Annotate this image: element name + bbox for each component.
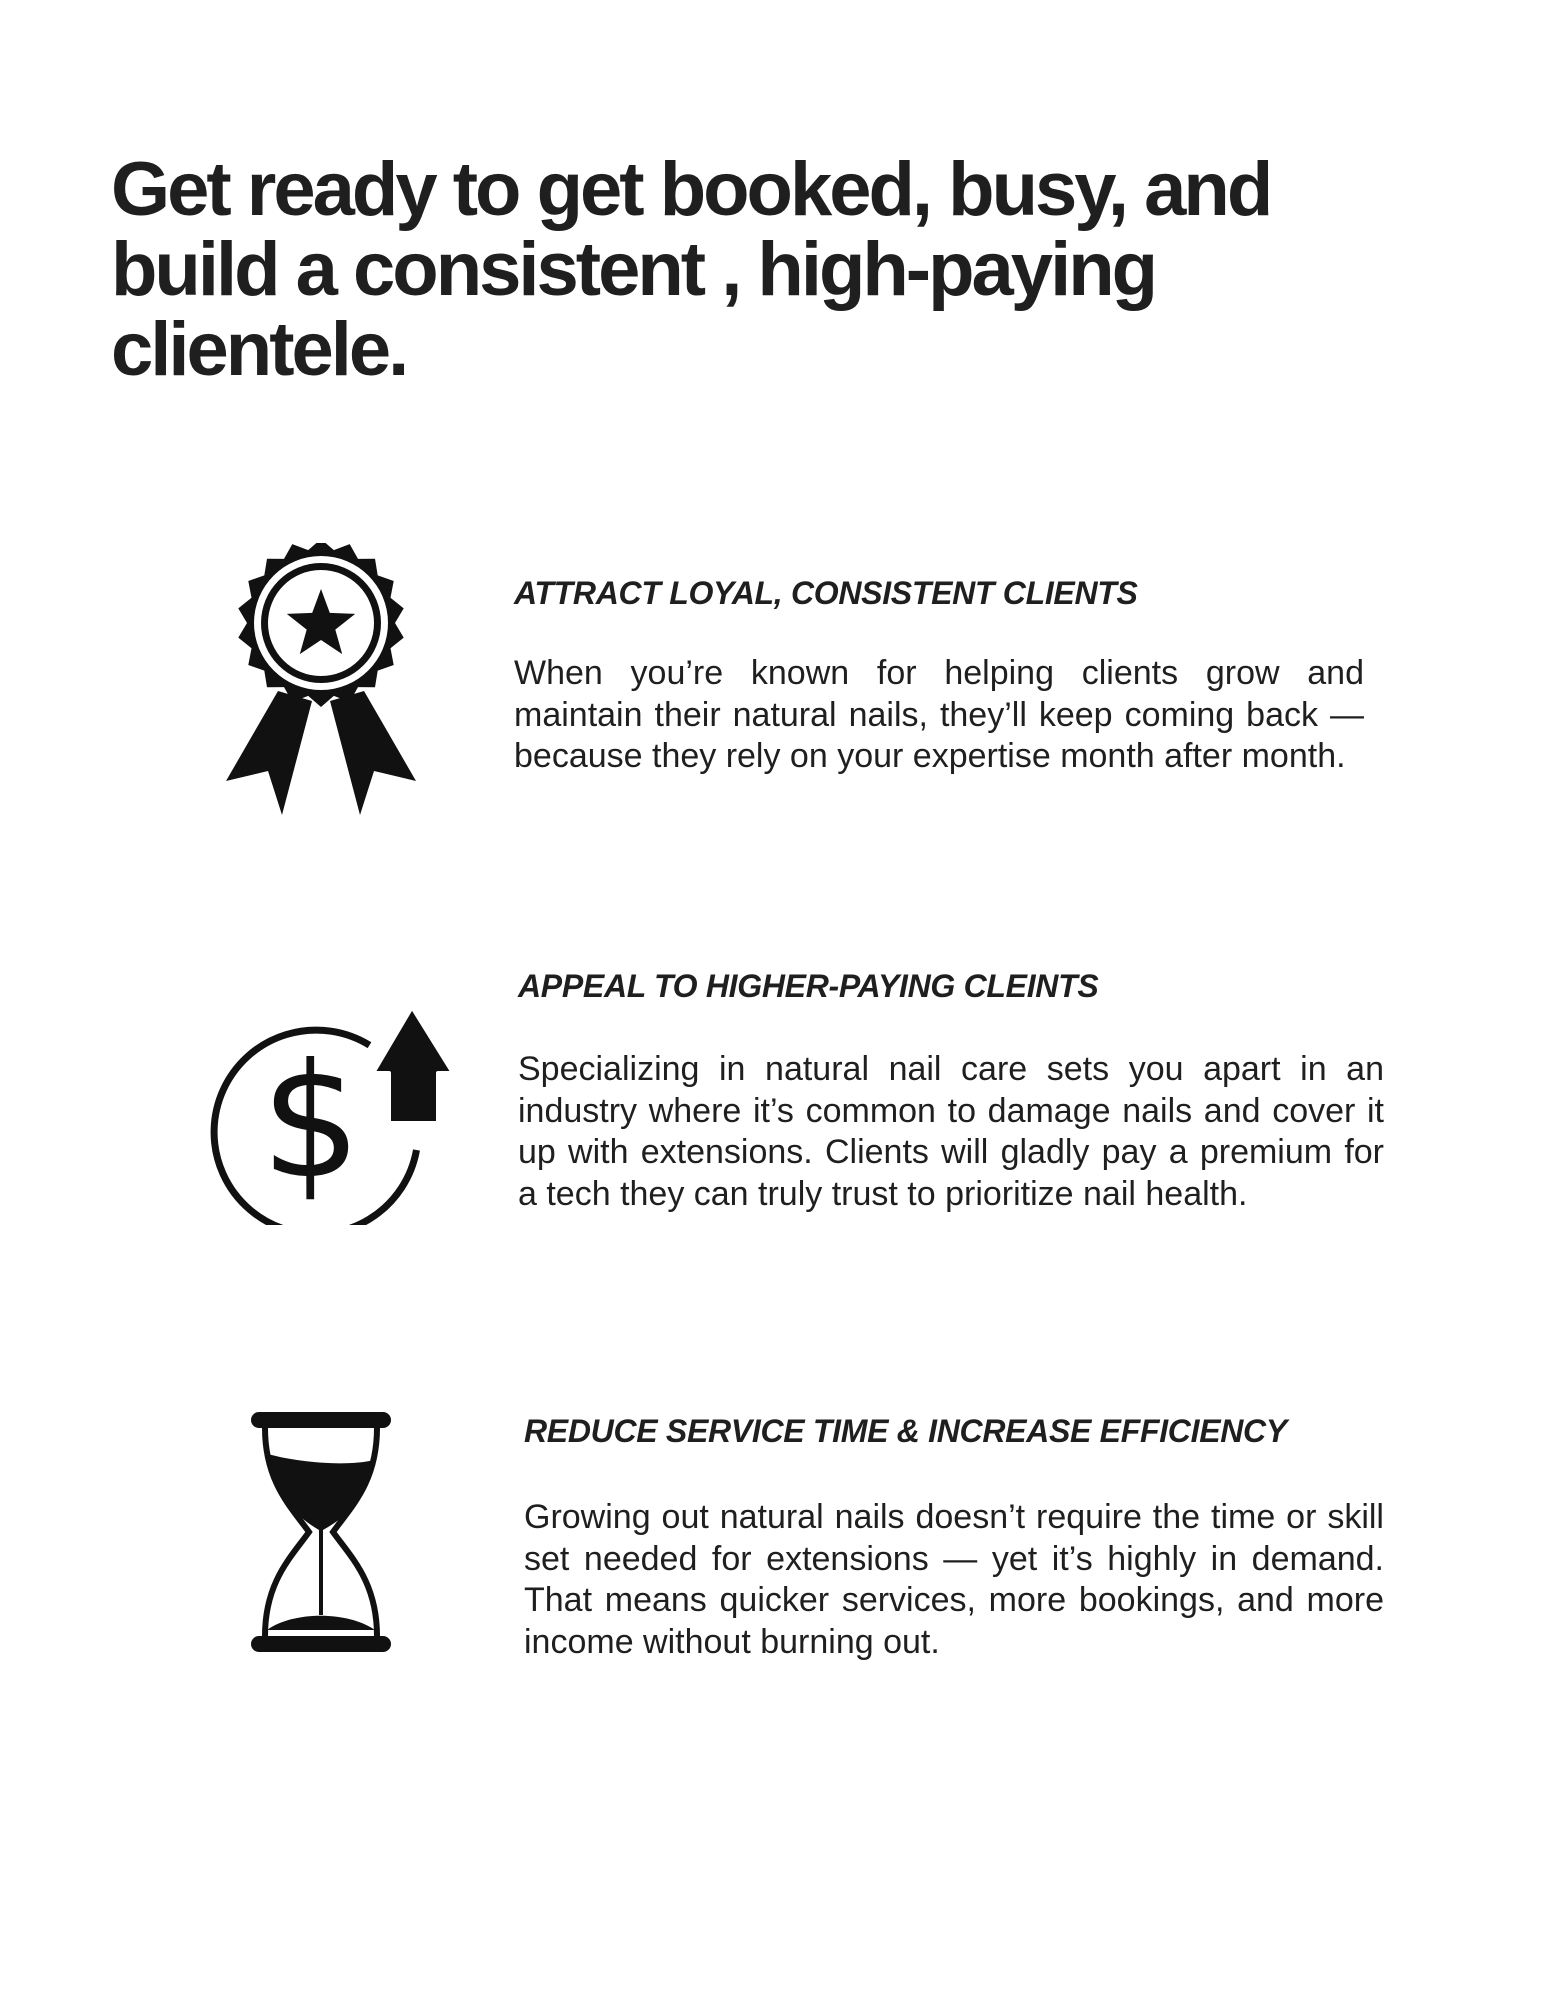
page-headline: Get ready to get booked, busy, and build a consistent , high-paying clientele. [111, 147, 1271, 392]
feature-body: Growing out natural nails doesn’t require the time or skill set needed for extensions — yet it’s highly in demand. That means quicker services, more bookings, and more income without burning out. [524, 1498, 1384, 1661]
feature-appeal-higher-paying [518, 966, 1384, 1215]
feature-title: REDUCE SERVICE TIME & INCREASE EFFICIENCY [524, 1413, 1287, 1449]
hourglass-icon [251, 1412, 391, 1652]
feature-attract-loyal [514, 573, 1364, 778]
dollar-up-arrow-icon [209, 1005, 454, 1225]
feature-reduce-service-time [524, 1411, 1384, 1663]
award-ribbon-icon [226, 543, 416, 823]
svg-text:$: $ [260, 1030, 362, 1214]
feature-body: When you’re known for helping clients grow and maintain their natural nails, they’ll keep coming back — because they rely on your expertise month after month. [514, 654, 1364, 775]
feature-body: Specializing in natural nail care sets you apart in an industry where it’s common to damage nails and cover it up with extensions. Clients will gladly pay a premium for a tech they can truly trust to prioritize nail health. [518, 1050, 1384, 1213]
feature-title: APPEAL TO HIGHER-PAYING CLEINTS [518, 968, 1099, 1004]
feature-title: ATTRACT LOYAL, CONSISTENT CLIENTS [514, 575, 1138, 611]
